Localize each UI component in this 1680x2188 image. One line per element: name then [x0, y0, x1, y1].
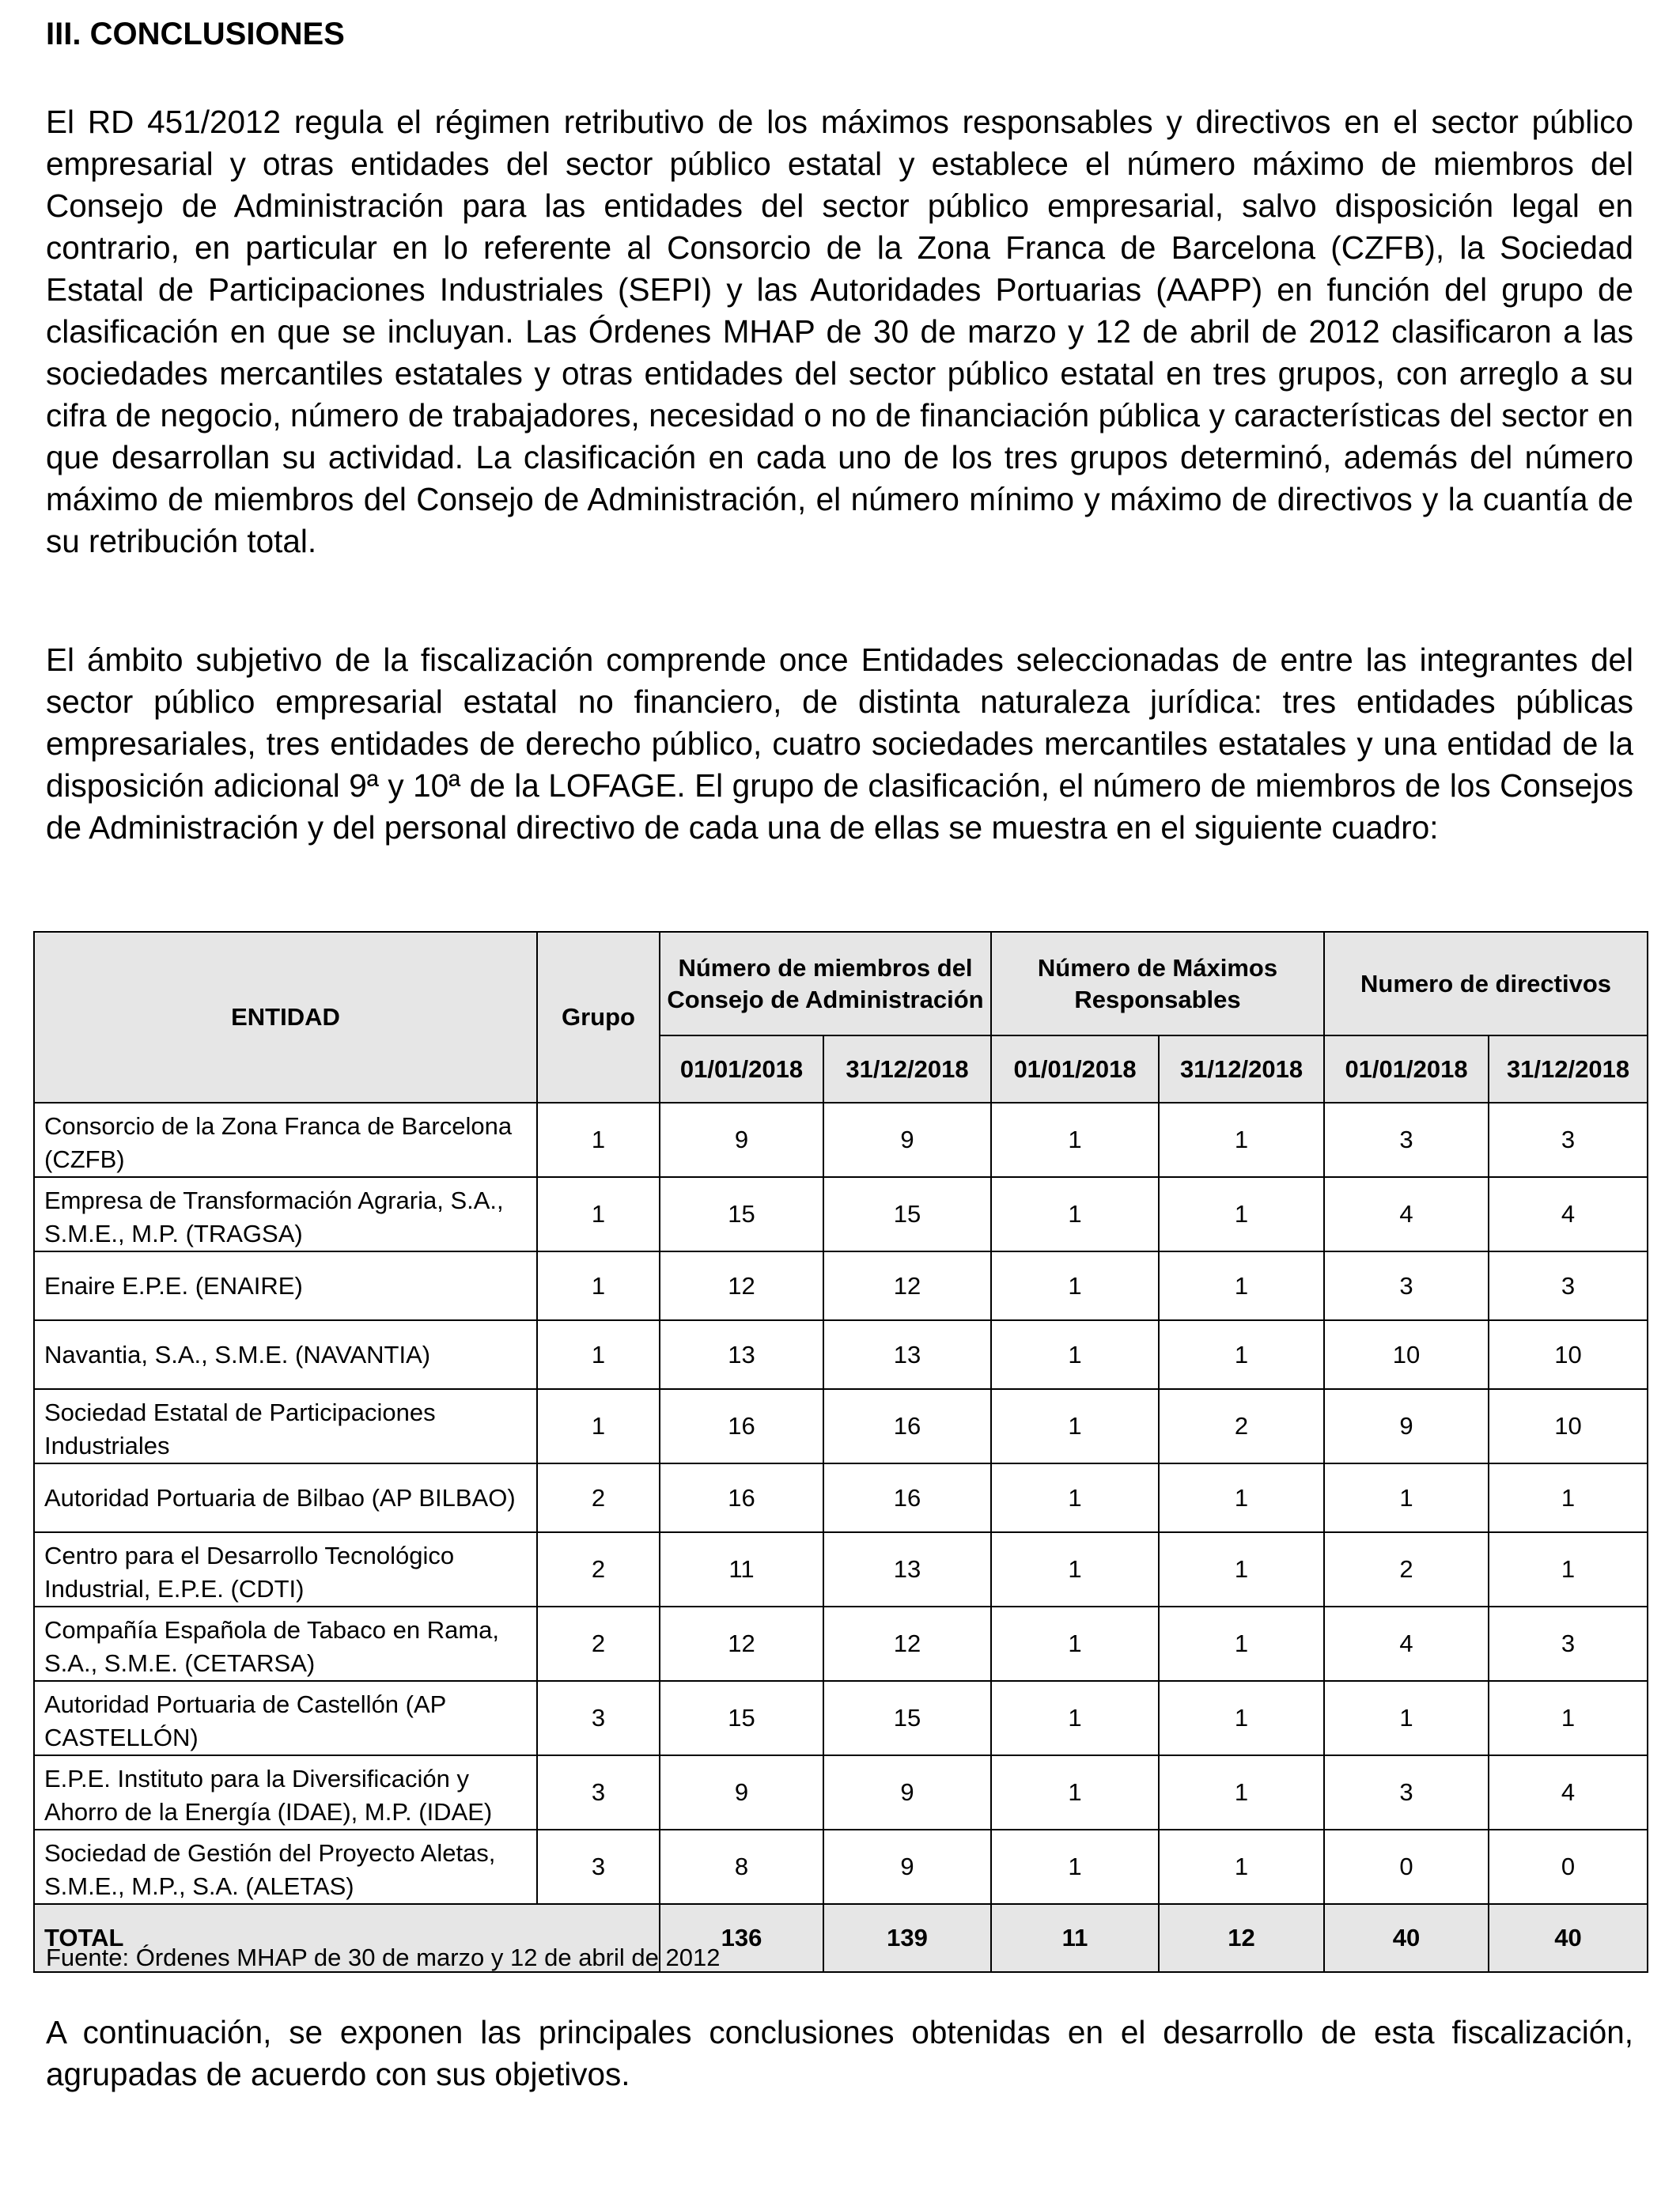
cell-maximos-end: 1 [1159, 1755, 1324, 1830]
cell-consejo-end: 9 [823, 1830, 991, 1904]
cell-maximos-start: 1 [991, 1177, 1159, 1251]
cell-directivos-end: 3 [1489, 1251, 1648, 1320]
header-entidad: ENTIDAD [34, 932, 537, 1103]
total-label: TOTAL [34, 1904, 660, 1972]
cell-directivos-end: 10 [1489, 1320, 1648, 1389]
table-row [34, 1103, 1648, 1177]
cell-maximos-end: 1 [1159, 1532, 1324, 1607]
cell-maximos-start: 1 [991, 1389, 1159, 1463]
cell-consejo-start: 16 [660, 1463, 823, 1532]
table-row [34, 1607, 1648, 1681]
cell-directivos-start: 4 [1324, 1607, 1489, 1681]
cell-consejo-start: 12 [660, 1251, 823, 1320]
cell-consejo-start: 8 [660, 1830, 823, 1904]
cell-consejo-start: 15 [660, 1681, 823, 1755]
table-row [34, 1463, 1648, 1532]
cell-grupo: 1 [537, 1320, 660, 1389]
cell-grupo: 2 [537, 1463, 660, 1532]
cell-consejo-start: 12 [660, 1607, 823, 1681]
cell-maximos-start: 1 [991, 1320, 1159, 1389]
cell-consejo-start: 13 [660, 1320, 823, 1389]
cell-consejo-end: 9 [823, 1103, 991, 1177]
cell-entidad: Autoridad Portuaria de Castellón (AP CASTELLÓN) [34, 1681, 537, 1755]
entities-table [33, 931, 1648, 1973]
table-row [34, 1320, 1648, 1389]
cell-maximos-end: 2 [1159, 1389, 1324, 1463]
table-row [34, 1532, 1648, 1607]
cell-entidad: Centro para el Desarrollo Tecnológico Industrial, E.P.E. (CDTI) [34, 1532, 537, 1607]
cell-entidad: Compañía Española de Tabaco en Rama, S.A., S.M.E. (CETARSA) [34, 1607, 537, 1681]
cell-entidad: Autoridad Portuaria de Bilbao (AP BILBAO) [34, 1463, 537, 1532]
total-consejo-start: 136 [660, 1904, 823, 1972]
cell-directivos-start: 9 [1324, 1389, 1489, 1463]
scope-paragraph: El ámbito subjetivo de la fiscalización comprende once Entidades seleccionadas de entre las integrantes del sector público empresarial estatal no financiero, de distinta naturaleza jurídica: tres entidades públicas empresariales, tres entidades de derecho público, cuatro sociedades mercantiles estatales y una entidad de la disposición adicional 9ª y 10ª de la LOFAGE. El grupo de clasificación, el número de miembros de los Consejos de Administración y del personal directivo de cada una de ellas se muestra en el siguiente cuadro: [46, 642, 1633, 846]
cell-directivos-end: 3 [1489, 1607, 1648, 1681]
cell-directivos-end: 1 [1489, 1681, 1648, 1755]
cell-entidad: Sociedad de Gestión del Proyecto Aletas, S.M.E., M.P., S.A. (ALETAS) [34, 1830, 537, 1904]
cell-maximos-start: 1 [991, 1607, 1159, 1681]
header-consejo-date-end: 31/12/2018 [823, 1035, 991, 1103]
total-maximos-end: 12 [1159, 1904, 1324, 1972]
cell-entidad: Navantia, S.A., S.M.E. (NAVANTIA) [34, 1320, 537, 1389]
cell-maximos-start: 1 [991, 1103, 1159, 1177]
cell-consejo-start: 16 [660, 1389, 823, 1463]
total-directivos-end: 40 [1489, 1904, 1648, 1972]
cell-maximos-start: 1 [991, 1830, 1159, 1904]
intro-paragraph: El RD 451/2012 regula el régimen retributivo de los máximos responsables y directivos en el sector público empresarial y otras entidades del sector público estatal y establece el número máximo de miembros del Consejo de Administración para las entidades del sector público empresarial, salvo disposición legal en contrario, en particular en lo referente al Consorcio de la Zona Franca de Barcelona (CZFB), la Sociedad Estatal de Participaciones Industriales (SEPI) y las Autoridades Portuarias (AAPP) en función del grupo de clasificación en que se incluyan. Las Órdenes MHAP de 30 de marzo y 12 de abril de 2012 clasificaron a las sociedades mercantiles estatales y otras entidades del sector público estatal en tres grupos, con arreglo a su cifra de negocio, número de trabajadores, necesidad o no de financiación pública y características del sector en que desarrollan su actividad. La clasificación en cada uno de los tres grupos determinó, además del número máximo de miembros del Consejo de Administración, el número mínimo y máximo de directivos y la cuantía de su retribución total. [46, 104, 1633, 559]
cell-directivos-end: 3 [1489, 1103, 1648, 1177]
header-consejo: Número de miembros del Consejo de Administración [660, 932, 991, 1035]
header-directivos-date-start: 01/01/2018 [1324, 1035, 1489, 1103]
cell-directivos-end: 4 [1489, 1177, 1648, 1251]
cell-maximos-end: 1 [1159, 1463, 1324, 1532]
cell-entidad: E.P.E. Instituto para la Diversificación y Ahorro de la Energía (IDAE), M.P. (IDAE) [34, 1755, 537, 1830]
table-source-note: Fuente: Órdenes MHAP de 30 de marzo y 12 de abril de 2012 [46, 1944, 721, 1971]
cell-entidad: Empresa de Transformación Agraria, S.A., S.M.E., M.P. (TRAGSA) [34, 1177, 537, 1251]
cell-consejo-end: 15 [823, 1681, 991, 1755]
cell-grupo: 3 [537, 1681, 660, 1755]
cell-directivos-end: 4 [1489, 1755, 1648, 1830]
table-row [34, 1681, 1648, 1755]
cell-entidad: Consorcio de la Zona Franca de Barcelona (CZFB) [34, 1103, 537, 1177]
cell-maximos-end: 1 [1159, 1607, 1324, 1681]
cell-grupo: 2 [537, 1607, 660, 1681]
cell-directivos-start: 3 [1324, 1251, 1489, 1320]
cell-consejo-end: 12 [823, 1607, 991, 1681]
cell-directivos-start: 2 [1324, 1532, 1489, 1607]
cell-entidad: Enaire E.P.E. (ENAIRE) [34, 1251, 537, 1320]
cell-consejo-end: 9 [823, 1755, 991, 1830]
cell-directivos-start: 0 [1324, 1830, 1489, 1904]
cell-directivos-end: 0 [1489, 1830, 1648, 1904]
cell-directivos-start: 1 [1324, 1681, 1489, 1755]
cell-directivos-end: 1 [1489, 1532, 1648, 1607]
cell-maximos-end: 1 [1159, 1103, 1324, 1177]
cell-grupo: 1 [537, 1389, 660, 1463]
cell-consejo-start: 9 [660, 1103, 823, 1177]
cell-consejo-end: 12 [823, 1251, 991, 1320]
cell-directivos-start: 3 [1324, 1103, 1489, 1177]
table-row [34, 1755, 1648, 1830]
cell-grupo: 3 [537, 1755, 660, 1830]
table-row [34, 1177, 1648, 1251]
cell-directivos-start: 1 [1324, 1463, 1489, 1532]
total-directivos-start: 40 [1324, 1904, 1489, 1972]
cell-consejo-end: 15 [823, 1177, 991, 1251]
cell-entidad: Sociedad Estatal de Participaciones Industriales [34, 1389, 537, 1463]
cell-directivos-end: 10 [1489, 1389, 1648, 1463]
cell-maximos-end: 1 [1159, 1681, 1324, 1755]
cell-grupo: 1 [537, 1251, 660, 1320]
cell-maximos-start: 1 [991, 1532, 1159, 1607]
cell-maximos-start: 1 [991, 1463, 1159, 1532]
table-row [34, 1830, 1648, 1904]
cell-consejo-end: 13 [823, 1532, 991, 1607]
cell-directivos-start: 10 [1324, 1320, 1489, 1389]
cell-grupo: 3 [537, 1830, 660, 1904]
cell-maximos-start: 1 [991, 1681, 1159, 1755]
header-grupo: Grupo [537, 932, 660, 1103]
cell-maximos-start: 1 [991, 1251, 1159, 1320]
table-row [34, 1251, 1648, 1320]
table-row [34, 1389, 1648, 1463]
cell-maximos-end: 1 [1159, 1320, 1324, 1389]
cell-maximos-start: 1 [991, 1755, 1159, 1830]
header-directivos: Numero de directivos [1324, 932, 1648, 1035]
header-maximos-date-end: 31/12/2018 [1159, 1035, 1324, 1103]
cell-consejo-start: 11 [660, 1532, 823, 1607]
header-maximos: Número de Máximos Responsables [991, 932, 1324, 1035]
header-directivos-date-end: 31/12/2018 [1489, 1035, 1648, 1103]
cell-grupo: 1 [537, 1103, 660, 1177]
header-maximos-date-start: 01/01/2018 [991, 1035, 1159, 1103]
cell-consejo-end: 16 [823, 1389, 991, 1463]
total-maximos-start: 11 [991, 1904, 1159, 1972]
cell-grupo: 1 [537, 1177, 660, 1251]
total-consejo-end: 139 [823, 1904, 991, 1972]
cell-directivos-start: 3 [1324, 1755, 1489, 1830]
cell-consejo-start: 9 [660, 1755, 823, 1830]
cell-consejo-start: 15 [660, 1177, 823, 1251]
cell-directivos-start: 4 [1324, 1177, 1489, 1251]
header-consejo-date-start: 01/01/2018 [660, 1035, 823, 1103]
closing-paragraph: A continuación, se exponen las principales conclusiones obtenidas en el desarrollo de esta fiscalización, agrupadas de acuerdo con sus objetivos. [46, 2014, 1633, 2092]
cell-maximos-end: 1 [1159, 1251, 1324, 1320]
cell-maximos-end: 1 [1159, 1830, 1324, 1904]
cell-consejo-end: 16 [823, 1463, 991, 1532]
cell-grupo: 2 [537, 1532, 660, 1607]
section-title: III. CONCLUSIONES [46, 17, 345, 51]
cell-consejo-end: 13 [823, 1320, 991, 1389]
cell-directivos-end: 1 [1489, 1463, 1648, 1532]
cell-maximos-end: 1 [1159, 1177, 1324, 1251]
